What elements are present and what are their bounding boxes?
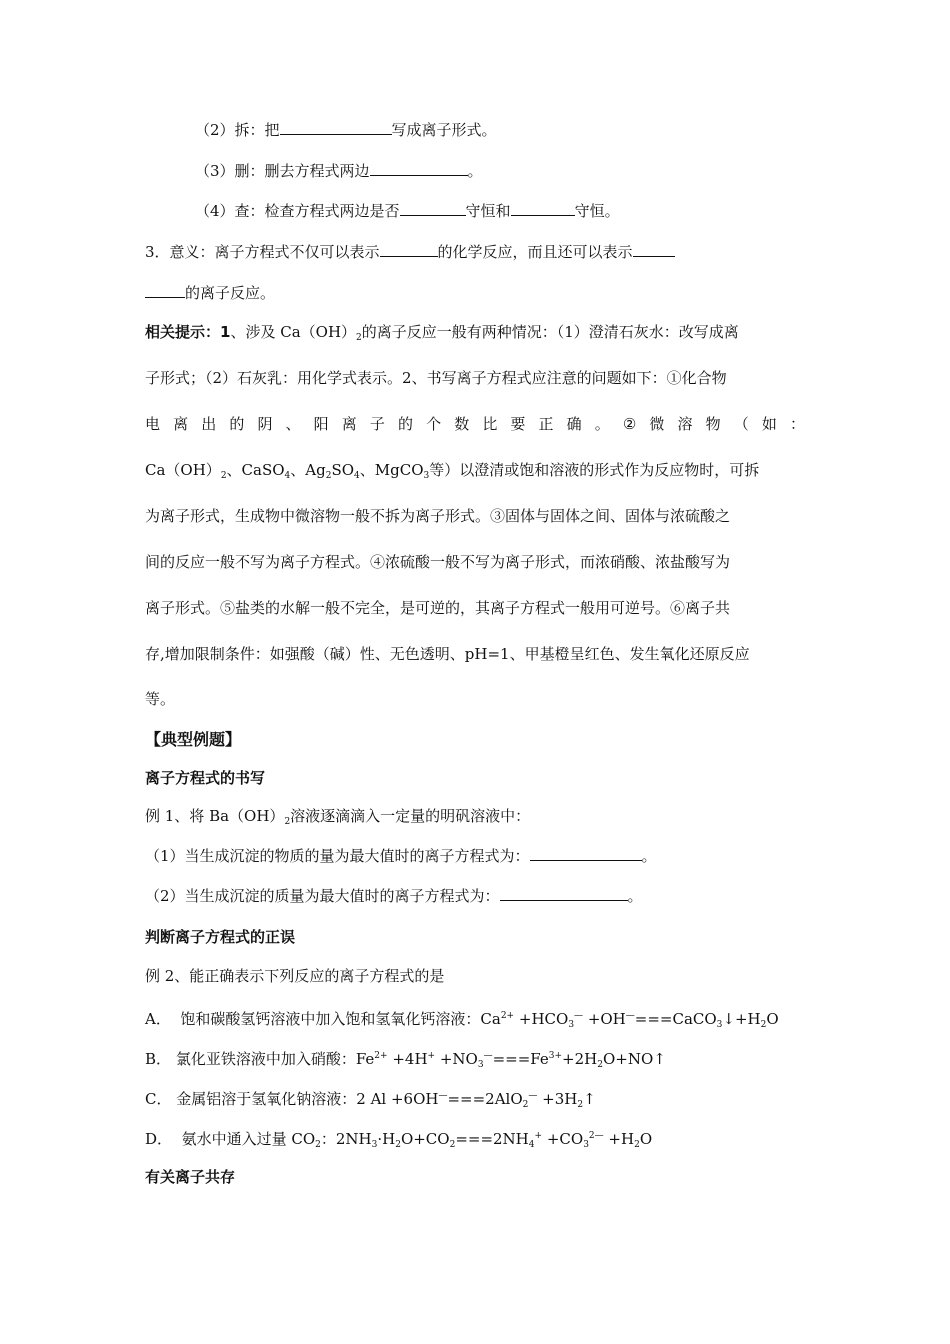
superscript: — bbox=[528, 1091, 538, 1101]
spread-char: 阴 bbox=[257, 415, 273, 433]
tips-text: 存,增加限制条件：如强酸（碱）性、无色透明、pH=1、甲基橙呈红色、发生氧化还原反应 bbox=[145, 645, 750, 663]
tips-line-2 bbox=[145, 368, 727, 388]
spread-char: 正 bbox=[538, 415, 554, 433]
option-text: 氯化亚铁溶液中加入硝酸：Fe bbox=[175, 1050, 375, 1068]
formula: SO bbox=[331, 461, 355, 479]
tips-line-1 bbox=[145, 322, 739, 348]
tips-line-3 bbox=[145, 414, 805, 434]
example-text: 例 1、将 Ba（OH） bbox=[145, 807, 285, 825]
step-3-text: （3）删：删去方程式两边 bbox=[195, 162, 370, 180]
formula: +HCO bbox=[514, 1010, 569, 1028]
subscript: 2 bbox=[577, 1100, 584, 1110]
option-d[interactable] bbox=[145, 1126, 652, 1155]
subscript: 3 bbox=[583, 1140, 589, 1150]
subscript: 4 bbox=[528, 1140, 535, 1150]
formula: +H bbox=[603, 1130, 635, 1148]
spread-char: 的 bbox=[229, 415, 245, 433]
tips-text: 子形式；（2）石灰乳：用化学式表示。2、书写离子方程式应注意的问题如下：①化合物 bbox=[145, 369, 727, 387]
formula: O+CO bbox=[400, 1130, 450, 1148]
step-4-text-mid: 守恒和 bbox=[465, 202, 511, 220]
option-label: B． bbox=[145, 1050, 172, 1068]
tips-line-5 bbox=[145, 506, 730, 526]
formula: ↓+H bbox=[722, 1010, 761, 1028]
formula: +CO bbox=[542, 1130, 584, 1148]
spread-char: 离 bbox=[341, 415, 357, 433]
tips-label: 相关提示：1 bbox=[145, 323, 231, 341]
formula: ===Fe bbox=[492, 1050, 549, 1068]
spread-char: 子 bbox=[369, 415, 385, 433]
fill-blank[interactable] bbox=[633, 242, 675, 257]
subscript: 2 bbox=[522, 1100, 529, 1110]
meaning-line-1 bbox=[145, 242, 675, 262]
superscript: 3+ bbox=[548, 1051, 563, 1061]
subsection-title: 有关离子共存 bbox=[145, 1168, 236, 1186]
subscript: 2 bbox=[634, 1140, 640, 1150]
subscript: 3 bbox=[716, 1020, 723, 1030]
formula: ===2AlO bbox=[447, 1090, 523, 1108]
formula: +NO bbox=[435, 1050, 478, 1068]
spread-char: 的 bbox=[397, 415, 413, 433]
subscript: 4 bbox=[284, 471, 291, 481]
formula: 、CaSO bbox=[226, 461, 285, 479]
spread-char: 物 bbox=[705, 415, 721, 433]
spread-char: 确 bbox=[566, 415, 582, 433]
example-1-stem bbox=[145, 806, 530, 832]
step-3-line bbox=[195, 161, 483, 181]
spread-char: 离 bbox=[173, 415, 189, 433]
step-4-line bbox=[195, 201, 620, 221]
superscript: — bbox=[574, 1011, 584, 1021]
spread-char: 电 bbox=[145, 415, 161, 433]
question-end: 。 bbox=[627, 887, 643, 905]
formula: ：2NH bbox=[320, 1130, 372, 1148]
meaning-text-end: 的离子反应。 bbox=[185, 284, 276, 302]
section-heading: 【典型例题】 bbox=[145, 730, 242, 749]
example-1-question-1 bbox=[145, 846, 657, 866]
subscript: 2 bbox=[284, 817, 291, 827]
subscript: 2 bbox=[449, 1140, 456, 1150]
tips-line-4 bbox=[145, 460, 759, 486]
tips-text: 间的反应一般不写为离子方程式。④浓硫酸一般不写为离子形式，而浓硝酸、浓盐酸写为 bbox=[145, 553, 731, 571]
formula: ===CaCO bbox=[634, 1010, 717, 1028]
option-a[interactable] bbox=[145, 1006, 779, 1035]
spread-char: ： bbox=[789, 415, 805, 433]
tips-line-7 bbox=[145, 598, 730, 618]
spread-char: 出 bbox=[201, 415, 217, 433]
spread-char: 阳 bbox=[313, 415, 329, 433]
superscript: — bbox=[625, 1011, 635, 1021]
spread-char: 。 bbox=[594, 415, 610, 433]
example-2-stem: 例 2、能正确表示下列反应的离子方程式的是 bbox=[145, 967, 445, 985]
spread-char: 、 bbox=[285, 415, 301, 433]
formula: +OH bbox=[583, 1010, 626, 1028]
spread-char: 溶 bbox=[677, 415, 693, 433]
spread-char: ② bbox=[622, 415, 637, 433]
spread-char: 微 bbox=[649, 415, 665, 433]
formula: O+NO↑ bbox=[602, 1050, 666, 1068]
example-1-question-2 bbox=[145, 886, 643, 906]
step-4-text: （4）查：检查方程式两边是否 bbox=[195, 202, 400, 220]
subscript: 2 bbox=[220, 471, 227, 481]
step-2-text-end: 写成离子形式。 bbox=[391, 121, 497, 139]
step-2-text: （2）拆：把 bbox=[195, 121, 280, 139]
subscript: 3 bbox=[423, 471, 430, 481]
fill-blank[interactable] bbox=[280, 120, 392, 135]
superscript: 2+ bbox=[500, 1011, 515, 1021]
subscript: 2 bbox=[356, 333, 362, 343]
answer-blank[interactable] bbox=[530, 846, 642, 861]
fill-blank[interactable] bbox=[511, 201, 575, 216]
step-4-text-end: 守恒。 bbox=[574, 202, 620, 220]
question-text: （1）当生成沉淀的物质的量为最大值时的离子方程式为： bbox=[145, 847, 530, 865]
formula: O bbox=[639, 1130, 653, 1148]
option-label: A． bbox=[145, 1010, 171, 1028]
superscript: — bbox=[438, 1091, 448, 1101]
formula: ===2NH bbox=[455, 1130, 529, 1148]
subscript: 2 bbox=[395, 1140, 401, 1150]
subsection-title: 离子方程式的书写 bbox=[145, 769, 266, 787]
formula: +2H bbox=[562, 1050, 598, 1068]
formula: +3H bbox=[537, 1090, 578, 1108]
subscript: 2 bbox=[597, 1060, 603, 1070]
option-label: C． bbox=[145, 1090, 172, 1108]
fill-blank[interactable] bbox=[380, 242, 438, 257]
superscript: + bbox=[534, 1131, 543, 1141]
superscript: 2— bbox=[588, 1131, 604, 1141]
formula: Ca（OH） bbox=[145, 461, 221, 479]
option-text: 饱和碳酸氢钙溶液中加入饱和氢氧化钙溶液：Ca bbox=[180, 1010, 501, 1028]
meaning-line-2 bbox=[145, 283, 275, 303]
formula: ↑ bbox=[583, 1090, 596, 1108]
option-c[interactable] bbox=[145, 1086, 596, 1115]
formula: 、MgCO bbox=[359, 461, 424, 479]
formula: 、Ag bbox=[290, 461, 326, 479]
subscript: 4 bbox=[354, 471, 360, 481]
option-label: D． bbox=[145, 1130, 173, 1148]
spread-char: （ bbox=[733, 415, 749, 433]
formula: ·H bbox=[377, 1130, 396, 1148]
fill-blank[interactable] bbox=[145, 283, 185, 298]
subscript: 2 bbox=[325, 471, 332, 481]
step-2-line bbox=[195, 120, 497, 140]
subscript: 2 bbox=[760, 1020, 767, 1030]
answer-blank[interactable] bbox=[500, 886, 628, 901]
step-3-text-end: 。 bbox=[467, 162, 483, 180]
formula: +4H bbox=[387, 1050, 428, 1068]
spread-char: 要 bbox=[510, 415, 526, 433]
tips-line-9 bbox=[145, 689, 175, 709]
tips-line-8 bbox=[145, 644, 750, 664]
tips-line-6 bbox=[145, 552, 730, 572]
subscript: 3 bbox=[568, 1020, 575, 1030]
subscript: 2 bbox=[315, 1140, 321, 1150]
option-b[interactable] bbox=[145, 1046, 666, 1075]
superscript: 2+ bbox=[374, 1051, 388, 1061]
spread-char: 数 bbox=[454, 415, 470, 433]
meaning-text-mid: 的化学反应，而且还可以表示 bbox=[437, 243, 633, 261]
example-text: 溶液逐滴滴入一定量的明矾溶液中： bbox=[290, 807, 531, 825]
fill-blank[interactable] bbox=[370, 161, 468, 176]
meaning-text: 3．意义：离子方程式不仅可以表示 bbox=[145, 243, 380, 261]
tips-text: 离子形式。⑤盐类的水解一般不完全，是可逆的，其离子方程式一般用可逆号。⑥离子共 bbox=[145, 599, 731, 617]
subsection-title: 判断离子方程式的正误 bbox=[145, 928, 296, 946]
spread-char: 个 bbox=[426, 415, 442, 433]
fill-blank[interactable] bbox=[400, 201, 466, 216]
tips-text: 的离子反应一般有两种情况：（1）澄清石灰水：改写成离 bbox=[361, 323, 739, 341]
superscript: — bbox=[483, 1051, 493, 1061]
tips-text: 等）以澄清或饱和溶液的形式作为反应物时，可拆 bbox=[429, 461, 760, 479]
spread-char: 如 bbox=[761, 415, 777, 433]
option-text: 氨水中通入过量 CO bbox=[181, 1130, 316, 1148]
question-text: （2）当生成沉淀的质量为最大值时的离子方程式为： bbox=[145, 887, 500, 905]
superscript: + bbox=[427, 1051, 436, 1061]
subscript: 3 bbox=[477, 1060, 484, 1070]
formula: O bbox=[766, 1010, 779, 1028]
tips-text: 、涉及 Ca（OH） bbox=[230, 323, 357, 341]
subscript: 3 bbox=[371, 1140, 378, 1150]
option-text: 金属铝溶于氢氧化钠溶液：2 Al +6OH bbox=[176, 1090, 439, 1108]
tips-text: 等。 bbox=[145, 690, 176, 708]
question-end: 。 bbox=[641, 847, 657, 865]
tips-text: 为离子形式，生成物中微溶物一般不拆为离子形式。③固体与固体之间、固体与浓硫酸之 bbox=[145, 507, 731, 525]
spread-char: 比 bbox=[482, 415, 498, 433]
